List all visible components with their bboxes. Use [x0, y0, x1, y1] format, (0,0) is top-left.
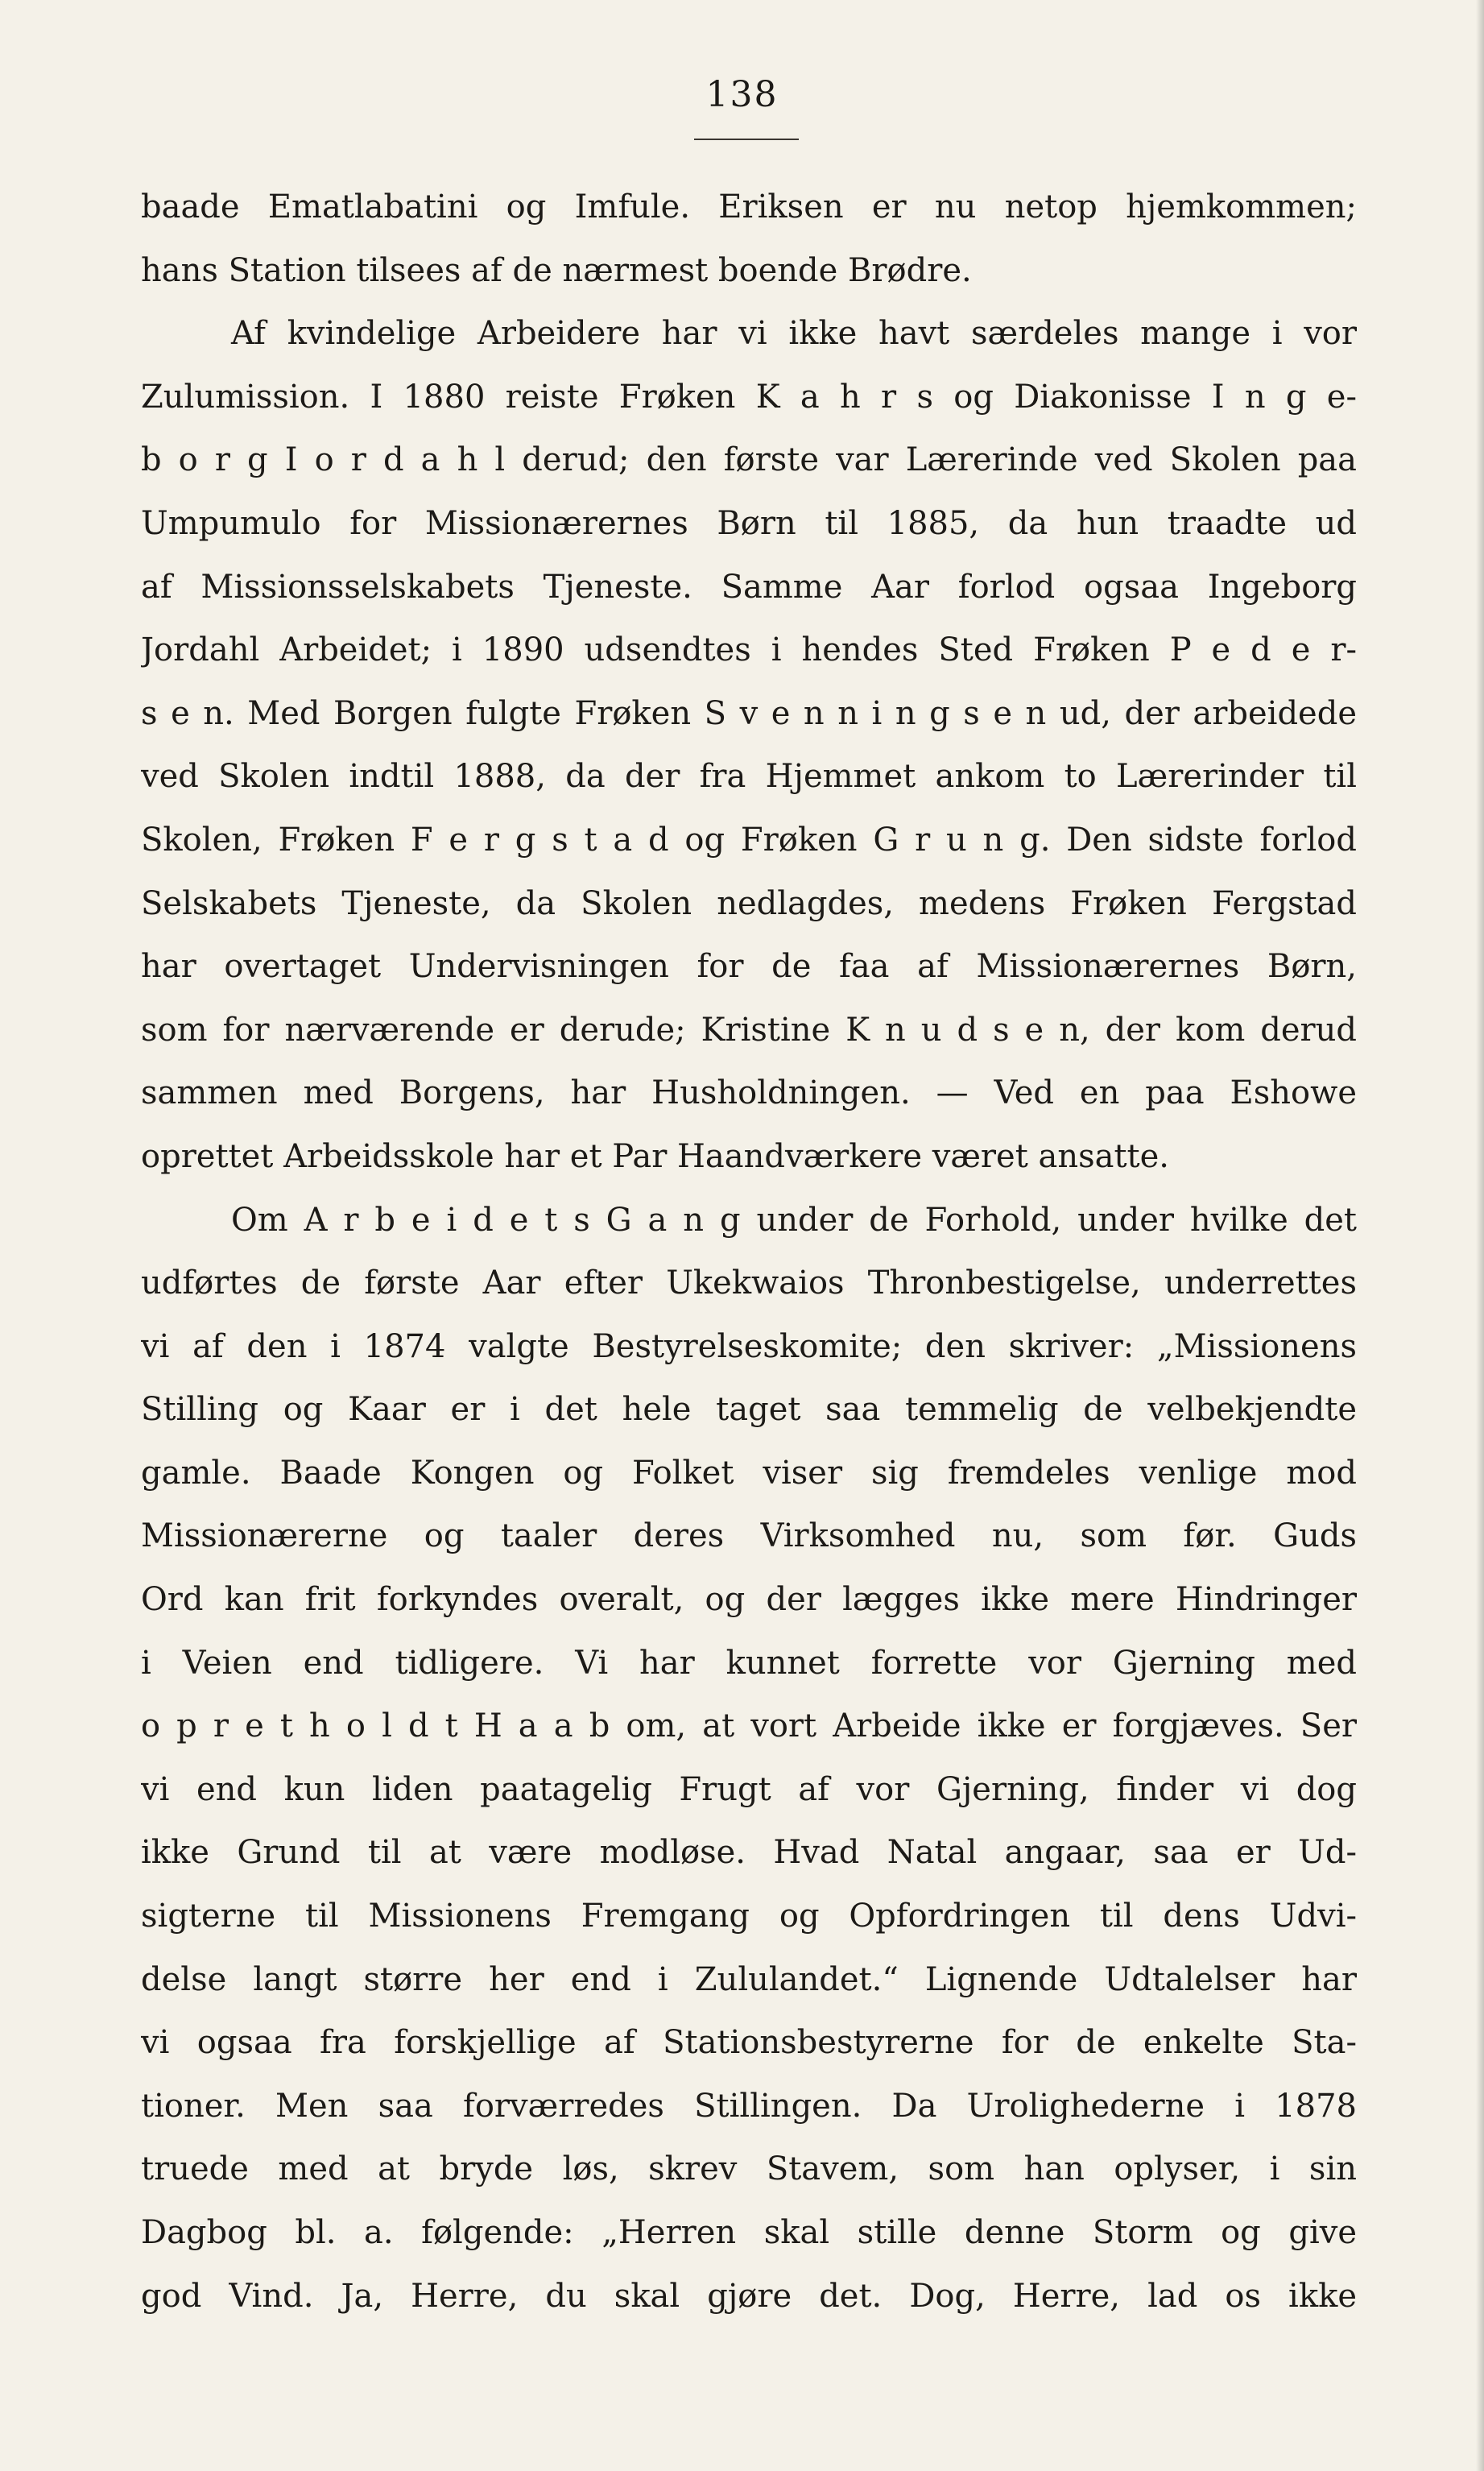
text-line: ved Skolen indtil 1888, da der fra Hjemmet ankom to Lærerinder til: [141, 758, 1357, 796]
text-line: s e n. Med Borgen fulgte Frøken S v e n n i n g s e n ud, der arbeidede: [141, 694, 1357, 732]
text-line: oprettet Arbeidsskole har et Par Haandværkere været ansatte.: [141, 1137, 1170, 1175]
text-line: Ord kan frit forkyndes overalt, og der lægges ikke mere Hindringer: [141, 1581, 1357, 1619]
text-line: b o r g I o r d a h l derud; den første var Lærerinde ved Skolen paa: [141, 441, 1357, 479]
text-line: har overtaget Undervisningen for de faa af Missionærernes Børn,: [141, 948, 1357, 986]
text-line: god Vind. Ja, Herre, du skal gjøre det. Dog, Herre, lad os ikke: [141, 2277, 1357, 2315]
text-line: ikke Grund til at være modløse. Hvad Natal angaar, saa er Ud-: [141, 1834, 1357, 1872]
text-line: o p r e t h o l d t H a a b om, at vort Arbeide ikke er forgjæves. Ser: [141, 1707, 1357, 1745]
text-line: som for nærværende er derude; Kristine K n u d s e n, der kom derud: [141, 1011, 1357, 1049]
text-line: Umpumulo for Missionærernes Børn til 1885, da hun traadte ud: [141, 504, 1357, 542]
page-number: 138: [705, 74, 779, 115]
text-line: baade Ematlabatini og Imfule. Eriksen er nu netop hjemkommen;: [141, 188, 1357, 226]
text-line: i Veien end tidligere. Vi har kunnet forrette vor Gjerning med: [141, 1644, 1357, 1682]
text-line: hans Station tilsees af de nærmest boende Brødre.: [141, 251, 972, 289]
text-line: Dagbog bl. a. følgende: „Herren skal stille denne Storm og give: [141, 2214, 1357, 2251]
text-line: sigterne til Missionens Fremgang og Opfordringen til dens Udvi-: [141, 1898, 1357, 1935]
text-line: af Missionsselskabets Tjeneste. Samme Aar forlod ogsaa Ingeborg: [141, 568, 1357, 606]
text-line: Om A r b e i d e t s G a n g under de Forhold, under hvilke det: [231, 1201, 1357, 1239]
page-edge-shadow: [1476, 0, 1484, 2471]
text-line: Jordahl Arbeidet; i 1890 udsendtes i hendes Sted Frøken P e d e r-: [141, 631, 1357, 669]
text-line: tioner. Men saa forværredes Stillingen. Da Urolighederne i 1878: [141, 2087, 1357, 2125]
text-line: Skolen, Frøken F e r g s t a d og Frøken G r u n g. Den sidste forlod: [141, 821, 1357, 859]
text-line: Selskabets Tjeneste, da Skolen nedlagdes, medens Frøken Fergstad: [141, 884, 1357, 922]
text-line: gamle. Baade Kongen og Folket viser sig fremdeles venlige mod: [141, 1454, 1357, 1492]
text-line: vi af den i 1874 valgte Bestyrelseskomite; den skriver: „Missionens: [141, 1327, 1357, 1365]
text-line: Af kvindelige Arbeidere har vi ikke havt særdeles mange i vor: [231, 315, 1357, 353]
text-line: truede med at bryde løs, skrev Stavem, som han oplyser, i sin: [141, 2150, 1357, 2188]
page-number-rule: [694, 139, 799, 140]
text-line: sammen med Borgens, har Husholdningen. — Ved en paa Eshowe: [141, 1074, 1357, 1112]
text-line: Zulumission. I 1880 reiste Frøken K a h r s og Diakonisse I n g e-: [141, 378, 1357, 416]
text-line: Stilling og Kaar er i det hele taget saa temmelig de velbekjendte: [141, 1391, 1357, 1429]
text-line: delse langt større her end i Zululandet.“ Lignende Udtalelser har: [141, 1960, 1357, 1998]
text-line: vi end kun liden paatagelig Frugt af vor Gjerning, finder vi dog: [141, 1770, 1357, 1808]
body-text: [141, 176, 1357, 2328]
text-line: vi ogsaa fra forskjellige af Stationsbestyrerne for de enkelte Sta-: [141, 2024, 1357, 2062]
text-line: Missionærerne og taaler deres Virksomhed nu, som før. Guds: [141, 1517, 1357, 1555]
text-line: udførtes de første Aar efter Ukekwaios Thronbestigelse, underrettes: [141, 1264, 1357, 1302]
